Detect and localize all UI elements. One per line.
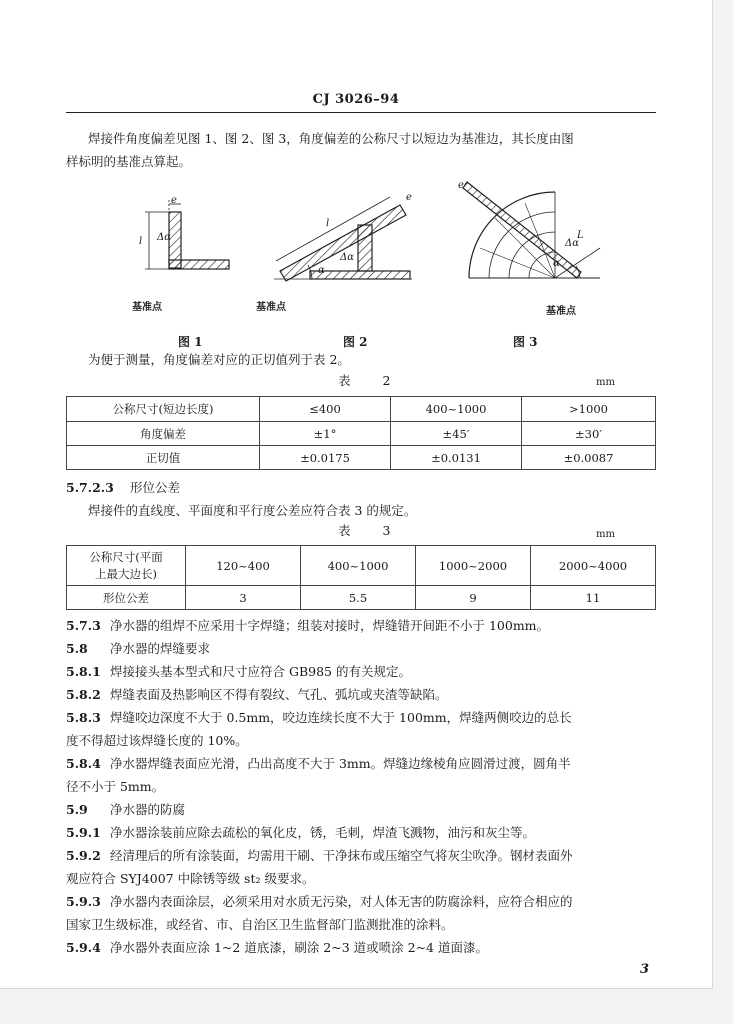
section-text: 经清理后的所有涂装面，均需用干刷、干净抹布或压缩空气将灰尘吹净。钢材表面外	[110, 848, 573, 863]
table-cell: 公称尺寸(短边长度)	[67, 397, 260, 422]
intro-line-1: 焊接件角度偏差见图 1、图 2、图 3，角度偏差的公称尺寸以短边为基准边，其长度由图	[88, 131, 574, 146]
section-number: 5.8.3	[66, 710, 101, 725]
table-cell: 2000~4000	[531, 546, 656, 586]
section-5-7-2-3-heading	[66, 476, 180, 499]
table-cell: 120~400	[186, 546, 301, 586]
fig2-label-l: l	[326, 218, 330, 229]
section-number: 5.9.4	[66, 940, 101, 955]
table3-head-line-2: 上最大边长)	[95, 566, 157, 581]
fig3-base-label: 基准点	[546, 306, 576, 317]
section-text: 净水器的组焊不应采用十字焊缝；组装对接时，焊缝错开间距不小于 100mm。	[110, 618, 550, 633]
table-row	[67, 422, 656, 446]
table-row	[67, 446, 656, 470]
section-text: 净水器焊缝表面应光滑，凸出高度不大于 3mm。焊缝边缘棱角应圆滑过渡，圆角半	[110, 756, 571, 771]
section-5-9-2-continued: 观应符合 SYJ4007 中除锈等级 st₂ 级要求。	[66, 871, 315, 886]
figure-2-drawing	[240, 185, 420, 295]
section-text: 净水器外表面应涂 1~2 道底漆，刷涂 2~3 道或喷涂 2~4 道面漆。	[110, 940, 488, 955]
fig3-label-alpha: α	[553, 258, 560, 269]
table3-head-line-1: 公称尺寸(平面	[89, 549, 163, 564]
table3-title: 表 3	[338, 523, 405, 538]
section-number: 5.7.3	[66, 618, 101, 633]
section-text: 焊接接头基本型式和尺寸应符合 GB985 的有关规定。	[110, 664, 411, 679]
table-cell: 400~1000	[301, 546, 416, 586]
table2-unit: mm	[596, 377, 615, 388]
section-number: 5.8.1	[66, 664, 101, 679]
table-cell: ±0.0175	[260, 446, 391, 470]
section-5-9-1	[66, 821, 535, 844]
section-5-8-2	[66, 683, 448, 706]
table-cell: ±0.0131	[391, 446, 522, 470]
table-row	[67, 397, 656, 422]
section-text: 净水器涂装前应除去疏松的氧化皮，锈，毛刺，焊渣飞溅物，油污和灰尘等。	[110, 825, 536, 840]
fig1-label-l: l	[139, 236, 143, 247]
header-rule	[66, 112, 656, 113]
section-number: 5.8.4	[66, 756, 101, 771]
table-cell	[67, 546, 186, 586]
table-cell: ±1°	[260, 422, 391, 446]
section-5-9-4	[66, 936, 488, 959]
section-5-9-3	[66, 890, 573, 913]
section-5-7-2-3-text: 焊接件的直线度、平面度和平行度公差应符合表 3 的规定。	[88, 503, 417, 518]
section-5-9	[66, 798, 185, 821]
fig1-base-label: 基准点	[132, 302, 162, 313]
table3-unit: mm	[596, 529, 615, 540]
section-text: 焊缝表面及热影响区不得有裂纹、气孔、弧坑或夹渣等缺陷。	[110, 687, 448, 702]
section-text: 净水器的防腐	[110, 802, 186, 817]
fig2-label-delta-alpha: Δα	[340, 252, 354, 263]
section-text: 净水器内表面涂层，必须采用对水质无污染，对人体无害的防腐涂料，应符合相应的	[110, 894, 573, 909]
table-2	[66, 396, 656, 470]
table-cell: 角度偏差	[67, 422, 260, 446]
figure-1-drawing	[125, 190, 235, 280]
table-cell: ±45′	[391, 422, 522, 446]
table2-intro: 为便于测量，角度偏差对应的正切值列于表 2。	[88, 352, 350, 367]
table-cell: 1000~2000	[416, 546, 531, 586]
fig1-label-delta-alpha: Δα	[157, 232, 171, 243]
figure-3-caption: 图 3	[513, 335, 538, 349]
fig2-label-e: e	[406, 192, 412, 203]
section-number: 5.8.2	[66, 687, 101, 702]
table-row	[67, 586, 656, 610]
section-5-7-3	[66, 614, 549, 637]
fig3-label-e: e	[458, 180, 464, 191]
figure-2-caption: 图 2	[343, 335, 368, 349]
table-3	[66, 545, 656, 610]
fig3-label-L: L	[577, 230, 584, 241]
section-5-8-3-continued: 度不得超过该焊缝长度的 10%。	[66, 733, 248, 748]
table-cell: 形位公差	[67, 586, 186, 610]
document-code: CJ 3026–94	[312, 92, 400, 107]
fig1-label-e: e	[171, 195, 177, 206]
table-cell: ≤400	[260, 397, 391, 422]
figure-1-caption: 图 1	[178, 335, 203, 349]
table-cell: 正切值	[67, 446, 260, 470]
fig2-label-alpha: α	[318, 265, 325, 276]
section-number: 5.9	[66, 802, 88, 817]
fig2-base-label: 基准点	[256, 302, 286, 313]
section-text: 焊缝咬边深度不大于 0.5mm，咬边连续长度不大于 100mm，焊缝两侧咬边的总长	[110, 710, 572, 725]
table-cell: 400~1000	[391, 397, 522, 422]
section-text: 净水器的焊缝要求	[110, 641, 211, 656]
table-cell: 3	[186, 586, 301, 610]
section-5-9-3-continued: 国家卫生级标准，或经省、市、自治区卫生监督部门监测批准的涂料。	[66, 917, 454, 932]
table-cell: ±30′	[522, 422, 656, 446]
fig3-label-delta-alpha: Δα	[565, 238, 579, 249]
section-5-8	[66, 637, 210, 660]
page-number: 3	[640, 962, 650, 977]
section-number: 5.9.1	[66, 825, 101, 840]
table-cell: 11	[531, 586, 656, 610]
section-5-8-4	[66, 752, 571, 775]
table2-title: 表 2	[338, 373, 405, 388]
table-cell: 9	[416, 586, 531, 610]
section-title: 形位公差	[130, 480, 181, 495]
section-5-9-2	[66, 844, 573, 867]
table-cell: 5.5	[301, 586, 416, 610]
section-5-8-3	[66, 706, 572, 729]
section-number: 5.8	[66, 641, 88, 656]
section-5-8-4-continued: 径不小于 5mm。	[66, 779, 165, 794]
section-number: 5.7.2.3	[66, 480, 114, 495]
intro-line-2: 样标明的基准点算起。	[66, 154, 192, 169]
section-5-8-1	[66, 660, 411, 683]
section-number: 5.9.3	[66, 894, 101, 909]
table-row	[67, 546, 656, 586]
section-number: 5.9.2	[66, 848, 101, 863]
table-cell: >1000	[522, 397, 656, 422]
table-cell: ±0.0087	[522, 446, 656, 470]
